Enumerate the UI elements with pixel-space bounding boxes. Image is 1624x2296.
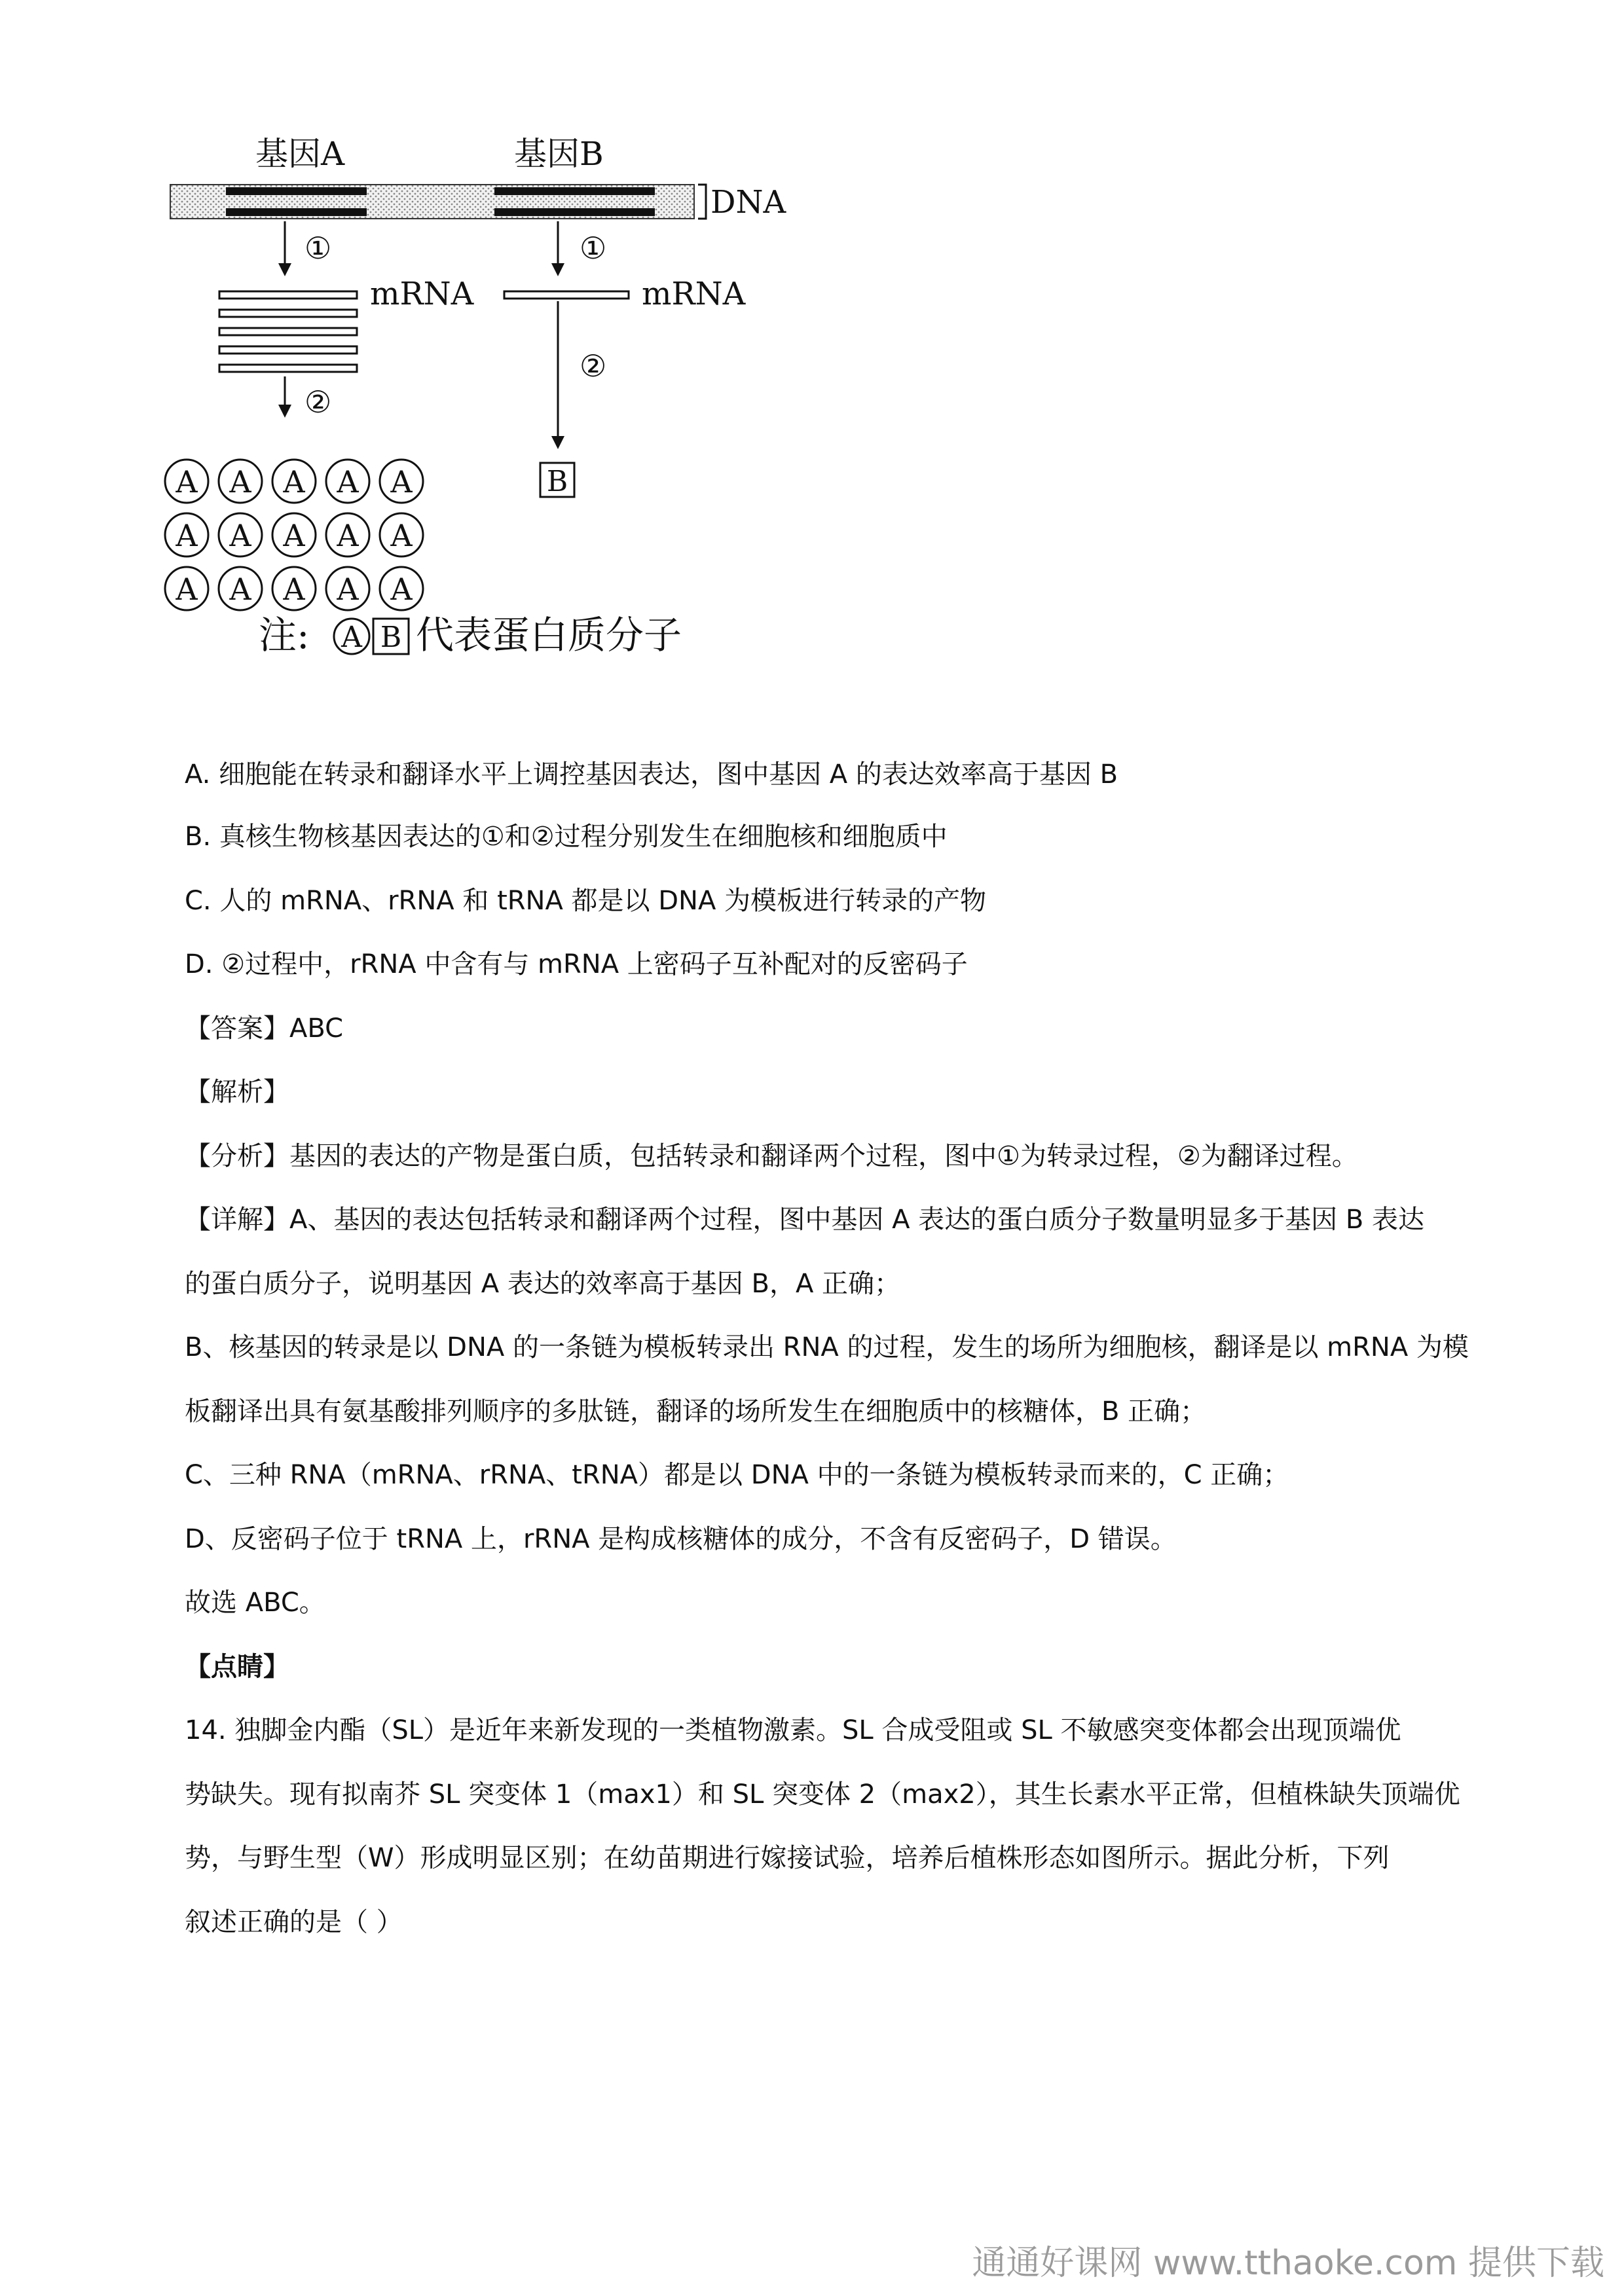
protein-a-letter: A bbox=[390, 572, 413, 607]
mrna-stack-a bbox=[219, 291, 357, 372]
analysis-line-4: B、核基因的转录是以 DNA 的一条链为模板转录出 RNA 的过程，发生的场所为细胞核，翻译是以 mRNA 为模 bbox=[185, 1332, 1469, 1362]
protein-a-circle bbox=[219, 460, 262, 503]
protein-a-letter: A bbox=[175, 464, 198, 500]
protein-a-letter: A bbox=[337, 572, 359, 607]
mrna-label-a: mRNA bbox=[370, 276, 474, 312]
analysis-header: 【解析】 bbox=[185, 1077, 289, 1107]
note-protein-b bbox=[373, 619, 409, 654]
protein-a-letter: A bbox=[283, 572, 305, 607]
analysis-line-1: 【分析】基因的表达的产物是蛋白质，包括转录和翻译两个过程，图中①为转录过程，②为翻译过程。 bbox=[185, 1141, 1358, 1171]
step1-label-b: ① bbox=[580, 230, 607, 266]
protein-a-letter: A bbox=[390, 464, 413, 500]
analysis-line-6: C、三种 RNA（mRNA、rRNA、tRNA）都是以 DNA 中的一条链为模板转录而来的，C 正确； bbox=[185, 1460, 1289, 1490]
protein-a-letter: A bbox=[283, 518, 305, 553]
note-prefix: 注: bbox=[259, 613, 310, 657]
protein-a-circle bbox=[165, 567, 208, 610]
protein-a-letter: A bbox=[175, 572, 198, 607]
protein-a-circle bbox=[380, 567, 423, 610]
protein-a-circle bbox=[272, 460, 316, 503]
protein-a-letter: A bbox=[175, 518, 198, 553]
protein-a-letter: A bbox=[337, 518, 359, 553]
step1-label-a: ① bbox=[304, 230, 332, 266]
protein-a-letter: A bbox=[283, 464, 305, 500]
question14-line-2: 势缺失。现有拟南芥 SL 突变体 1（max1）和 SL 突变体 2（max2），其生长素水平正常，但植株缺失顶端优 bbox=[185, 1779, 1460, 1810]
protein-a-circle bbox=[380, 513, 423, 556]
protein-b bbox=[540, 463, 574, 498]
protein-a-circle bbox=[326, 513, 369, 556]
dna-label: DNA bbox=[710, 184, 786, 221]
mrna-label-b: mRNA bbox=[642, 276, 746, 312]
gene-a-label: 基因A bbox=[255, 135, 345, 173]
dna-bracket bbox=[698, 185, 706, 219]
note-protein-b-letter: B bbox=[380, 621, 402, 654]
protein-a-letter: A bbox=[229, 572, 251, 607]
question14-line-1: 14. 独脚金内酯（SL）是近年来新发现的一类植物激素。SL 合成受阻或 SL 不敏感突变体都会出现顶端优 bbox=[185, 1715, 1401, 1745]
question14-line-4: 叙述正确的是（ ） bbox=[185, 1907, 403, 1937]
gene-b-label: 基因B bbox=[514, 135, 604, 173]
step2-label-a: ② bbox=[304, 384, 332, 420]
analysis-line-3: 的蛋白质分子，说明基因 A 表达的效率高于基因 B，A 正确； bbox=[185, 1269, 901, 1299]
note-protein-a bbox=[334, 619, 369, 654]
analysis-line-5: 板翻译出具有氨基酸排列顺序的多肽链，翻译的场所发生在细胞质中的核糖体，B 正确； bbox=[185, 1396, 1207, 1427]
protein-a-letter: A bbox=[337, 464, 359, 500]
transcription-arrow-a bbox=[278, 221, 291, 276]
analysis-line-8: 故选 ABC。 bbox=[185, 1588, 325, 1618]
protein-a-circle bbox=[165, 513, 208, 556]
protein-a-circle bbox=[219, 567, 262, 610]
translation-arrow-b bbox=[551, 301, 564, 449]
protein-a-grid bbox=[165, 460, 423, 610]
option-d: D. ②过程中，rRNA 中含有与 mRNA 上密码子互补配对的反密码子 bbox=[185, 949, 968, 979]
translation-arrow-a bbox=[278, 376, 291, 418]
mrna-b bbox=[504, 291, 629, 299]
protein-a-letter: A bbox=[229, 464, 251, 500]
option-b: B. 真核生物核基因表达的①和②过程分别发生在细胞核和细胞质中 bbox=[185, 822, 948, 852]
transcription-arrow-b bbox=[551, 221, 564, 276]
analysis-line-2: 【详解】A、基因的表达包括转录和翻译两个过程，图中基因 A 表达的蛋白质分子数量明显多于基因 B 表达 bbox=[185, 1205, 1425, 1235]
analysis-line-7: D、反密码子位于 tRNA 上，rRNA 是构成核糖体的成分，不含有反密码子，D 错误。 bbox=[185, 1524, 1177, 1554]
option-c: C. 人的 mRNA、rRNA 和 tRNA 都是以 DNA 为模板进行转录的产物 bbox=[185, 886, 987, 916]
protein-a-circle bbox=[165, 460, 208, 503]
protein-a-circle bbox=[272, 513, 316, 556]
option-a: A. 细胞能在转录和翻译水平上调控基因表达，图中基因 A 的表达效率高于基因 B bbox=[185, 759, 1118, 790]
gene-expression-diagram bbox=[157, 124, 812, 687]
protein-a-circle bbox=[380, 460, 423, 503]
protein-a-letter: A bbox=[229, 518, 251, 553]
answer: 【答案】ABC bbox=[185, 1013, 344, 1044]
step2-label-b: ② bbox=[580, 348, 607, 384]
protein-a-letter: A bbox=[390, 518, 413, 553]
note-suffix: 代表蛋白质分子 bbox=[416, 613, 682, 657]
protein-a-circle bbox=[326, 567, 369, 610]
watermark: 通通好课网 www.tthaoke.com 提供下载 bbox=[972, 2244, 1604, 2283]
protein-a-circle bbox=[272, 567, 316, 610]
comment-header: 【点睛】 bbox=[185, 1652, 289, 1682]
protein-b-letter: B bbox=[546, 465, 568, 498]
note-protein-a-letter: A bbox=[341, 621, 362, 654]
protein-a-circle bbox=[219, 513, 262, 556]
question14-line-3: 势，与野生型（W）形成明显区别；在幼苗期进行嫁接试验，培养后植株形态如图所示。据此分析，下列 bbox=[185, 1843, 1390, 1873]
protein-a-circle bbox=[326, 460, 369, 503]
dna-strand bbox=[170, 185, 694, 219]
